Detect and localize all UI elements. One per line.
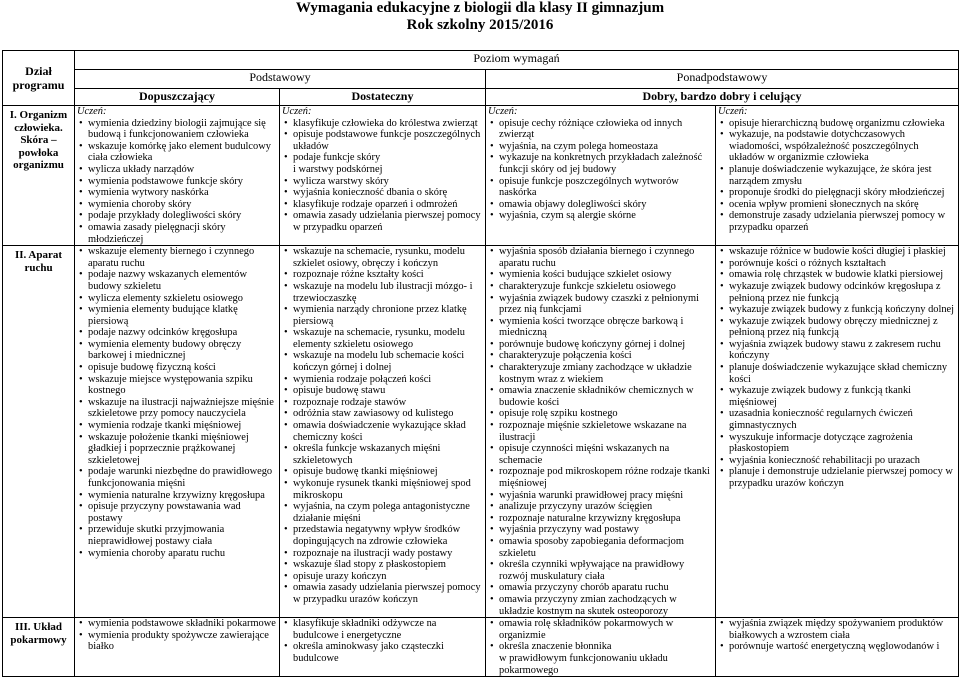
requirement-item: • opisuje rolę szpiku kostnego (498, 408, 713, 420)
requirement-item: • wymienia rodzaje tkanki mięśniowej (87, 420, 277, 432)
requirement-item: • wskazuje komórkę jako element budulcowy ciała człowieka (87, 141, 277, 164)
requirement-item: • wylicza elementy szkieletu osiowego (87, 293, 277, 305)
requirement-item: • omawia rolę składników pokarmowych w organizmie (498, 618, 713, 641)
requirements-cell-level-4 (716, 246, 959, 618)
requirement-item: • omawia rolę chrząstek w budowie klatki piersiowej (728, 269, 956, 281)
requirements-cell-level-1 (75, 106, 280, 246)
requirement-item: • wyjaśnia sposób działania biernego i czynnego aparatu ruchu (498, 246, 713, 269)
requirement-item: • klasyfikuje człowieka do królestwa zwierząt (292, 118, 483, 130)
requirements-list (718, 618, 956, 653)
requirement-item: • opisuje budowę stawu (292, 385, 483, 397)
requirements-cell-level-4 (716, 106, 959, 246)
requirement-item: • opisuje budowę fizyczną kości (87, 362, 277, 374)
requirement-item: • wymienia choroby skóry (87, 199, 277, 211)
requirement-item: • rozpoznaje naturalne krzywizny kręgosłupa (498, 513, 713, 525)
requirement-item: • wskazuje elementy biernego i czynnego aparatu ruchu (87, 246, 277, 269)
requirement-item: • wskazuje na ilustracji najważniejsze mięśnie szkieletowe przy pomocy nauczyciela (87, 397, 277, 420)
requirement-item: • charakteryzuje połączenia kości (498, 350, 713, 362)
requirement-item: • wymienia podstawowe funkcje skóry (87, 176, 277, 188)
pupil-label: Uczeń: (282, 106, 312, 117)
requirement-item: • wskazuje na modelu lub schemacie kości kończyn górnej i dolnej (292, 350, 483, 373)
requirement-item: • przedstawia negatywny wpływ środków dopingujących na zdrowie człowieka (292, 524, 483, 547)
requirement-item: • rozpoznaje na ilustracji wady postawy (292, 548, 483, 560)
requirement-item: • klasyfikuje składniki odżywcze na budulcowe i energetyczne (292, 618, 483, 641)
requirement-item: • podaje przykłady dolegliwości skóry (87, 210, 277, 222)
requirements-cell-level-1 (75, 246, 280, 618)
header-poziom: Poziom wymagań (75, 51, 959, 70)
requirement-item: • wymienia naturalne krzywizny kręgosłupa (87, 490, 277, 502)
requirements-cell-level-1 (75, 618, 280, 677)
requirement-item: • planuje doświadczenie wykazujące, że skóra jest narządem zmysłu (728, 164, 956, 187)
requirement-item: • wymienia dziedziny biologii zajmujące się budową i funkcjonowaniem człowieka (87, 118, 277, 141)
requirement-item: • klasyfikuje rodzaje oparzeń i odmrożeń (292, 199, 483, 211)
header-dopuszczajacy: Dopuszczający (75, 89, 280, 106)
requirement-item: • omawia objawy dolegliwości skóry (498, 199, 713, 211)
requirements-cell-level-4 (716, 618, 959, 677)
requirement-item: • określa funkcje wskazanych mięśni szkieletowych (292, 443, 483, 466)
requirement-item: • wymienia elementy budujące klatkę piersiową (87, 304, 277, 327)
requirements-cell-level-2 (280, 106, 486, 246)
requirement-item: • wyjaśnia warunki prawidłowej pracy mięśni (498, 490, 713, 502)
requirement-item: • omawia przyczyny chorób aparatu ruchu (498, 582, 713, 594)
requirement-item: • podaje warunki niezbędne do prawidłowego funkcjonowania mięśni (87, 466, 277, 489)
requirement-item: • rozpoznaje różne kształty kości (292, 269, 483, 281)
header-dostateczny: Dostateczny (280, 89, 486, 106)
requirement-item: • omawia zasady udzielania pierwszej pomocy w przypadku urazów kończyn (292, 582, 483, 605)
requirement-item: • wylicza układy narządów (87, 164, 277, 176)
requirement-item: • określa aminokwasy jako cząsteczki budulcowe (292, 641, 483, 664)
requirement-item: • wyjaśnia związek budowy czaszki z pełnionymi przez nią funkcjami (498, 293, 713, 316)
requirement-item: • planuje doświadczenie wykazujące skład chemiczny kości (728, 362, 956, 385)
requirement-item: • ocenia wpływ promieni słonecznych na skórę (728, 199, 956, 211)
requirement-item: • przewiduje skutki przyjmowania nieprawidłowej postawy ciała (87, 524, 277, 547)
requirement-item: • wykazuje związek budowy obręczy miednicznej z pełnioną przez nią funkcją (728, 316, 956, 339)
requirement-item: • wskazuje na modelu lub ilustracji mózgo- i trzewioczaszkę (292, 281, 483, 304)
requirement-item: i warstwy podskórnej (293, 163, 383, 175)
requirement-item: • uzasadnia konieczność regularnych ćwiczeń gimnastycznych (728, 408, 956, 431)
requirement-item: • charakteryzuje funkcje szkieletu osiowego (498, 281, 713, 293)
requirement-item: • określa czynniki wpływające na prawidłowy rozwój muskulatury ciała (498, 559, 713, 582)
requirement-item: w prawidłowym funkcjonowaniu układu pokarmowego (499, 652, 668, 676)
requirement-item: • określa znaczenie błonnika (498, 641, 713, 653)
requirements-list (718, 246, 956, 489)
requirement-item: • porównuje kości o różnych kształtach (728, 258, 956, 270)
requirement-item: • wykazuje, na podstawie dotychczasowych wiadomości, współzależność poszczególnych układów w organizmie człowieka (728, 129, 956, 164)
requirements-cell-level-3 (486, 246, 716, 618)
header-dzial: Dział programu (3, 51, 75, 106)
requirement-item: • wskazuje na schemacie, rysunku, modelu elementy szkieletu osiowego (292, 327, 483, 350)
section-title: II. Aparat ruchu (3, 246, 75, 618)
requirement-item: • wymienia kości budujące szkielet osiowy (498, 269, 713, 281)
requirement-item: • odróżnia staw zawiasowy od kulistego (292, 408, 483, 420)
pupil-label: Uczeń: (488, 106, 518, 117)
requirement-item: • planuje i demonstruje udzielanie pierwszej pomocy w przypadku urazów kończyn (728, 466, 956, 489)
requirement-item: • wyjaśnia związek między spożywaniem produktów białkowych a wzrostem ciała (728, 618, 956, 641)
requirement-item: • wskazuje ślad stopy z płaskostopiem (292, 559, 483, 571)
requirements-list (488, 118, 713, 222)
requirement-item: • wskazuje różnice w budowie kości długiej i płaskiej (728, 246, 956, 258)
requirement-item: • wyjaśnia, na czym polega homeostaza (498, 141, 713, 153)
requirement-item: • wymienia podstawowe składniki pokarmowe (87, 618, 277, 630)
requirement-item: • wykazuje związek budowy z funkcją kończyny dolnej (728, 304, 956, 316)
requirements-cell-level-3 (486, 106, 716, 246)
requirement-item: • rozpoznaje rodzaje stawów (292, 397, 483, 409)
requirement-item: • omawia zasady udzielania pierwszej pomocy w przypadku oparzeń (292, 210, 483, 233)
section-row (3, 246, 959, 618)
requirement-item: • wyjaśnia, czym są alergie skórne (498, 210, 713, 222)
requirement-item: • opisuje cechy różniące człowieka od innych zwierząt (498, 118, 713, 141)
requirement-item: • wyjaśnia związek budowy stawu z zakresem ruchu kończyny (728, 339, 956, 362)
requirement-item: • omawia znaczenie składników chemicznych w budowie kości (498, 385, 713, 408)
section-row (3, 618, 959, 677)
section-title: III. Układ pokarmowy (3, 618, 75, 677)
header-dobry: Dobry, bardzo dobry i celujący (486, 89, 959, 106)
requirement-item: • porównuje budowę kończyny górnej i dolnej (498, 339, 713, 351)
requirement-item: • opisuje urazy kończyn (292, 571, 483, 583)
pupil-label: Uczeń: (77, 106, 107, 117)
requirement-item: • podaje nazwy odcinków kręgosłupa (87, 327, 277, 339)
requirement-item: • omawia sposoby zapobiegania deformacjom szkieletu (498, 536, 713, 559)
requirements-list (282, 118, 483, 234)
header-podstawowy: Podstawowy (75, 70, 486, 89)
requirement-item: • opisuje podstawowe funkcje poszczególnych układów (292, 129, 483, 152)
requirement-item: • podaje nazwy wskazanych elementów budowy szkieletu (87, 269, 277, 292)
requirement-item: • opisuje hierarchiczną budowę organizmu człowieka (728, 118, 956, 130)
requirement-item: • opisuje funkcje poszczególnych wytworów naskórka (498, 176, 713, 199)
requirement-item: • opisuje przyczyny powstawania wad postawy (87, 501, 277, 524)
requirement-item: • wyjaśnia konieczność rehabilitacji po urazach (728, 455, 956, 467)
requirement-item: • wykazuje związek budowy odcinków kręgosłupa z pełnioną przez nie funkcją (728, 281, 956, 304)
requirements-cell-level-3 (486, 618, 716, 677)
requirement-item: • wskazuje miejsce występowania szpiku kostnego (87, 374, 277, 397)
requirement-item: • opisuje czynności mięśni wskazanych na schemacie (498, 443, 713, 466)
requirement-item: • wymienia produkty spożywcze zawierające białko (87, 630, 277, 653)
section-title: I. Organizm człowieka. Skóra – powłoka organizmu (3, 106, 75, 246)
requirement-item: • wskazuje położenie tkanki mięśniowej gładkiej i poprzecznie prążkowanej szkieletowej (87, 432, 277, 467)
document-subtitle: Rok szkolny 2015/2016 (406, 17, 554, 33)
requirement-item: • wyjaśnia przyczyny wad postawy (498, 524, 713, 536)
requirement-item: • proponuje środki do pielęgnacji skóry młodzieńczej (728, 187, 956, 199)
requirement-item: • wymienia wytwory naskórka (87, 187, 277, 199)
requirement-item: • wymienia elementy budowy obręczy barkowej i miednicznej (87, 339, 277, 362)
requirements-cell-level-2 (280, 246, 486, 618)
requirements-table (2, 50, 959, 677)
requirements-list (77, 618, 277, 653)
requirements-list (488, 246, 713, 617)
requirements-list (718, 118, 956, 234)
requirement-item: • rozpoznaje mięśnie szkieletowe wskazane na ilustracji (498, 420, 713, 443)
requirement-item: • porównuje wartość energetyczną węglowodanów i (728, 641, 956, 653)
requirement-item: • wyjaśnia konieczność dbania o skórę (292, 187, 483, 199)
requirement-item: • wylicza warstwy skóry (292, 176, 483, 188)
requirements-cell-level-2 (280, 618, 486, 677)
requirement-item: • omawia przyczyny zmian zachodzących w układzie kostnym na skutek osteoporozy (498, 594, 713, 617)
requirement-item: • opisuje budowę tkanki mięśniowej (292, 466, 483, 478)
pupil-label: Uczeń: (718, 106, 748, 117)
requirement-item: • demonstruje zasady udzielania pierwszej pomocy w przypadku oparzeń (728, 210, 956, 233)
requirements-list (282, 618, 483, 664)
requirement-item: • analizuje przyczyny urazów ścięgien (498, 501, 713, 513)
requirement-item: • wymienia narządy chronione przez klatkę piersiową (292, 304, 483, 327)
requirement-item: • wymienia rodzaje połączeń kości (292, 374, 483, 386)
requirement-item: • rozpoznaje pod mikroskopem różne rodzaje tkanki mięśniowej (498, 466, 713, 489)
requirement-item: • wymienia choroby aparatu ruchu (87, 548, 277, 560)
requirement-item: • charakteryzuje zmiany zachodzące w układzie kostnym wraz z wiekiem (498, 362, 713, 385)
requirement-item: • wykazuje związek budowy z funkcją tkanki mięśniowej (728, 385, 956, 408)
requirements-list (77, 246, 277, 559)
requirements-list (77, 118, 277, 246)
requirements-list (488, 618, 713, 676)
requirement-item: • wyjaśnia, na czym polega antagonistyczne działanie mięśni (292, 501, 483, 524)
requirement-item: • wyszukuje informacje dotyczące zagrożenia płaskostopiem (728, 432, 956, 455)
requirement-item: • wskazuje na schemacie, rysunku, modelu szkielet osiowy, obręczy i kończyn (292, 246, 483, 269)
requirement-item: • wymienia kości tworzące obręcze barkową i miedniczną (498, 316, 713, 339)
requirement-item: • wykazuje na konkretnych przykładach zależność funkcji skóry od jej budowy (498, 152, 713, 175)
section-row (3, 106, 959, 246)
requirement-item: • omawia zasady pielęgnacji skóry młodzieńczej (87, 222, 277, 245)
requirement-item: • podaje funkcje skóry (292, 152, 483, 164)
requirements-list (282, 246, 483, 605)
requirement-item: • omawia doświadczenie wykazujące skład chemiczny kości (292, 420, 483, 443)
requirement-item: • wykonuje rysunek tkanki mięśniowej spod mikroskopu (292, 478, 483, 501)
header-ponadpodstawowy: Ponadpodstawowy (486, 70, 959, 89)
document-title: Wymagania edukacyjne z biologii dla klasy II gimnazjum (295, 0, 665, 16)
